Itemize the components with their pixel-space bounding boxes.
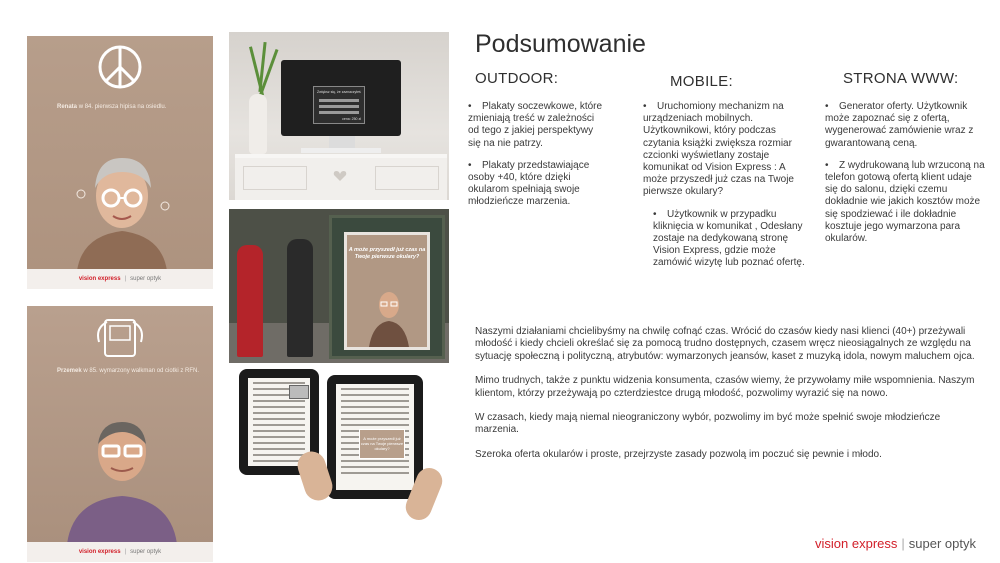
list-item: • Uruchomiony mechanizm na urządzeniach mobilnych. Użytkownikowi, który podczas czytania książki zwiększa rozmiar czcionki wyświetlany zostaje komunikat od Vision Express : A może przyszedł już czas na Twoje pierwsze okulary?	[643, 101, 794, 198]
column-heading-www: STRONA WWW:	[843, 70, 959, 87]
list-item: • Plakaty przedstawiające osoby +40, które dzięki okularom spełniają swoje młodzieńcze marzenia.	[468, 159, 590, 208]
poster-footer: vision express | super optyk	[27, 269, 213, 289]
logo-tagline: super optyk	[908, 536, 976, 551]
poster-brand: vision express	[78, 276, 121, 282]
page-title: Podsumowanie	[475, 30, 646, 58]
outdoor-poster-przemek	[27, 306, 213, 562]
man-with-glasses-image	[369, 283, 409, 347]
heart-icon	[333, 170, 347, 182]
desktop-monitor-photo	[229, 32, 449, 200]
vase-image	[249, 94, 267, 154]
bus-ad-headline: A może przyszedł już czas na Twoje pierwsze okulary?	[348, 247, 426, 261]
bus-stop-photo	[229, 209, 449, 363]
monitor-base	[301, 148, 381, 153]
list-item: • Plakaty soczewkowe, które zmieniają treść w zależności od tego z jakiej perspektywy się na nie patrzy.	[468, 101, 603, 149]
poster-name: Przemek	[57, 368, 82, 374]
column-www	[825, 101, 985, 255]
outdoor-poster-renata	[27, 36, 213, 289]
summary-paragraph: Naszymi działaniami chcielibyśmy na chwilę cofnąć czas. Wrócić do czasów kiedy nasi klienci (40+) przeżywali młodość i kiedy chcieli określać się za pomocą trudno dostępnych, czasem wręcz nieosiągalnych ze względu na sytuację społeczną i polityczną, atrybutów: wymarzonych jeansów, kaset z muzyką idola, nowym maluchem ojca.	[475, 326, 975, 362]
column-outdoor	[468, 101, 606, 219]
font-size-menu	[289, 385, 309, 399]
peace-sign-icon	[95, 42, 145, 92]
tablet-right	[327, 375, 423, 499]
column-heading-outdoor: OUTDOOR:	[475, 70, 559, 87]
pedestrian-figure	[287, 239, 313, 357]
man-with-glasses-image	[63, 404, 181, 544]
white-desk	[235, 154, 447, 200]
monitor-popup: Zwiększ się, że zaznaczyłeś cena: 250 zł	[313, 86, 365, 124]
walkman-icon	[95, 316, 145, 360]
pedestrian-figure	[237, 245, 263, 357]
poster-name: Renata	[57, 104, 78, 110]
bus-shelter-ad	[344, 232, 430, 350]
logo-brand: vision express	[815, 536, 898, 551]
list-item: • Generator oferty. Użytkownik może zapoznać się z ofertą, wygenerować zamówienie wraz z gwarantowaną ceną.	[825, 101, 974, 149]
summary-paragraph: Mimo trudnych, także z punktu widzenia konsumenta, czasów wiemy, że przywołamy miłe wspomnienia. Naszym klientom, którzy przeżywają po czterdziestce drugą młodość, pozwolimy wyrazić się na nowo.	[475, 375, 975, 399]
ad-popup: A może przyszedł już czas na Twoje pierwsze okulary?	[359, 429, 405, 459]
column-heading-mobile: MOBILE:	[670, 73, 733, 90]
poster-caption	[57, 104, 166, 110]
poster-text: w 84. pierwsza hipisa na osiedlu.	[78, 104, 167, 110]
summary-paragraph: Szeroka oferta okularów i proste, przejrzyste zasady pozwolą im poczuć się pewnie i młodo.	[475, 448, 882, 460]
brand-logo: vision express | super optyk	[815, 536, 976, 551]
list-item: • Z wydrukowaną lub wrzuconą na telefon gotową ofertą klient udaje się do salonu, dzięki czemu dokładnie wie jakich kosztów może się spodziewać i ile dokładnie kosztuje jego wymarzona para okularów.	[825, 159, 985, 245]
monitor-stand	[329, 136, 355, 148]
bus-shelter	[329, 215, 445, 359]
column-mobile	[643, 101, 811, 280]
poster-tagline: super optyk	[130, 276, 162, 282]
summary-text	[475, 326, 985, 473]
poster-footer: vision express | super optyk	[27, 542, 213, 562]
poster-tagline: super optyk	[130, 549, 162, 555]
summary-paragraph: W czasach, kiedy mają niemal nieograniczony wybór, pozwolimy im być może spełnić swoje młodzieńcze marzenia.	[475, 412, 941, 436]
list-item: • Użytkownik w przypadku kliknięcia w komunikat , Odesłany zostaje na dedykowaną stronę Vision Express, gdzie może zamówić wizytę lub poznać ofertę.	[653, 208, 805, 269]
poster-caption	[57, 368, 199, 374]
tablets-photo	[229, 367, 449, 563]
poster-brand: vision express	[78, 549, 121, 555]
woman-with-glasses-image	[67, 136, 177, 271]
poster-text: w 85. wymarzony walkman od ciotki z RFN.	[83, 368, 200, 374]
